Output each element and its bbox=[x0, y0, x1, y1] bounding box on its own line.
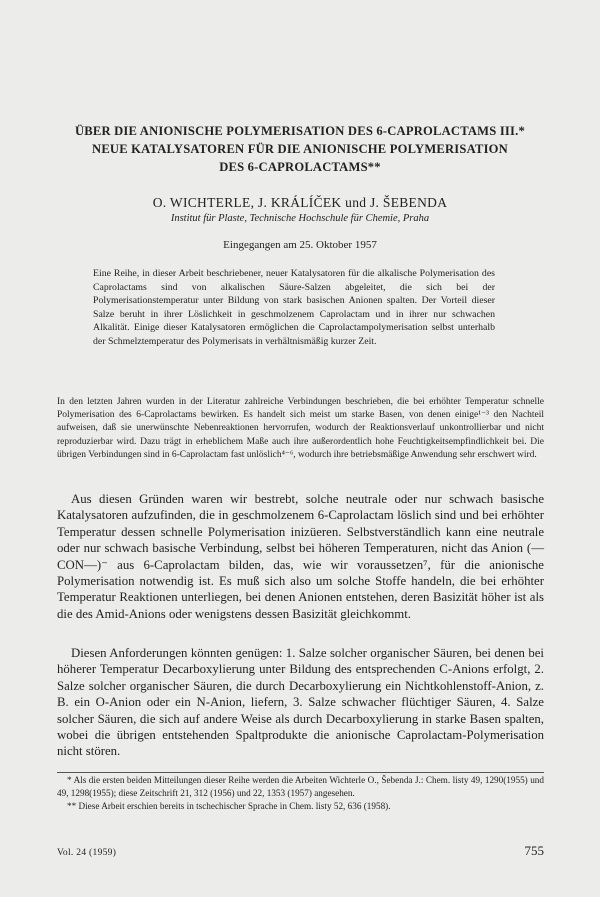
introduction-paragraph: In den letzten Jahren wurden in der Literatur zahlreiche Verbindungen beschrieben, die bei erhöhter Temperatur schnelle Polymerisation des 6-Caprolactams bewirken. Es handelt sich meist um starke Basen, von denen einige¹⁻³ den Nachteil aufweisen, daß sie unerwünschte Nebenreaktionen hervorrufen, wodurch der Reaktionsverlauf unkontrollierbar und nicht reproduzierbar wird. Dazu trägt in erheblichem Maße auch ihre außerordentlich hohe Feuchtigkeitsempfindlichkeit bei. Die übrigen Verbindungen sind in 6-Caprolactam fast unlöslich⁴⁻⁶, wodurch ihre betriebsmäßige Anwendung sehr erschwert wird. bbox=[57, 397, 544, 460]
page-number: 755 bbox=[524, 843, 544, 858]
body-text-1: Aus diesen Gründen waren wir bestrebt, solche neutrale oder nur schwach basische Katalysatoren aufzufinden, die in geschmolzenem 6-Caprolactam löslich sind und bei erhöhter Temperatur dessen schnelle Polymerisation inizüeren. Selbstverständlich kann eine neutrale oder nur schwach basische Verbindung, selbst bei höheren Temperaturen, nicht das Anion (—CON—)⁻ aus 6-Caprolactam bilden, das, wie wir voraussetzen⁷, für die anionische Polymerisation notwendig ist. Es muß sich also um solche Stoffe handeln, die bei erhöhter Temperatur Reaktionen unterliegen, bei denen Anionen entstehen, deren Basizität höher ist als die des Amid-Anions oder wenigstens dessen Basizität gleichkommt. bbox=[57, 492, 544, 621]
authors: O. WICHTERLE, J. KRÁLÍČEK und J. ŠEBENDA bbox=[152, 195, 448, 210]
footnote-divider bbox=[57, 772, 544, 773]
body-paragraph-1 bbox=[57, 491, 544, 622]
footnotes bbox=[57, 774, 544, 812]
volume-label: Vol. 24 (1959) bbox=[57, 848, 117, 858]
body-text-2: Diesen Anforderungen könnten genügen: 1. Salze solcher organischer Säuren, bei denen bei höherer Temperatur Decarboxylierung unter Bildung des entsprechenden C-Anions erfolgt, 2. Salze solcher organischer Säuren, die durch Decarboxylierung ein Nichtkohlenstoff-Anion, z. B. ein O-Anion oder ein N-Anion, liefern, 3. Salze schwacher flüchtiger Säuren, 4. Salze solcher Säuren, die sich auf andere Weise als durch Decarboxylierung in starke Basen spalten, wobei die übrigen entstehenden Spaltprodukte die anionische Caprolactam-Polymerisation nicht stören. bbox=[57, 646, 544, 759]
article-title bbox=[40, 122, 560, 176]
institution: Institut für Plaste, Technische Hochschule für Chemie, Praha bbox=[170, 213, 430, 224]
body-paragraph-2 bbox=[57, 645, 544, 760]
footnote-2: ** Diese Arbeit erschien bereits in tschechischer Sprache in Chem. listy 52, 636 (1958). bbox=[67, 800, 391, 811]
footnote-1: * Als die ersten beiden Mitteilungen dieser Reihe werden die Arbeiten Wichterle O., Šebenda J.: Chem. listy 49, 1290(1955) und 49, 1298(1955); diese Zeitschrift 21, 312 (1956) und 22, 1353 (1957) angesehen. bbox=[57, 775, 544, 798]
title-line-3: DES 6-CAPROLACTAMS** bbox=[219, 160, 381, 174]
received-date: Eingegangen am 25. Oktober 1957 bbox=[223, 239, 377, 251]
title-line-1: ÜBER DIE ANIONISCHE POLYMERISATION DES 6-CAPROLACTAMS III.* bbox=[75, 124, 525, 138]
abstract: Eine Reihe, in dieser Arbeit beschriebener, neuer Katalysatoren für die alkalische Polymerisation des Caprolactams sind von alkalischen Säure-Salzen abgeleitet, die sich bei der Polymerisationstemperatur unter Bildung von stark basischen Anionen spalten. Der Vorteil dieser Salze beruht in ihrer Löslichkeit in geschmolzenem Caprolactam und in ihrer nur schwachen Alkalität. Einige dieser Katalysatoren ermöglichen die Caprolactampolymerisation selbst unterhalb der Schmelztemperatur des Polymerisats in verhältnismäßig kurzer Zeit. bbox=[93, 268, 495, 347]
title-line-2: NEUE KATALYSATOREN FÜR DIE ANIONISCHE POLYMERISATION bbox=[92, 142, 508, 156]
